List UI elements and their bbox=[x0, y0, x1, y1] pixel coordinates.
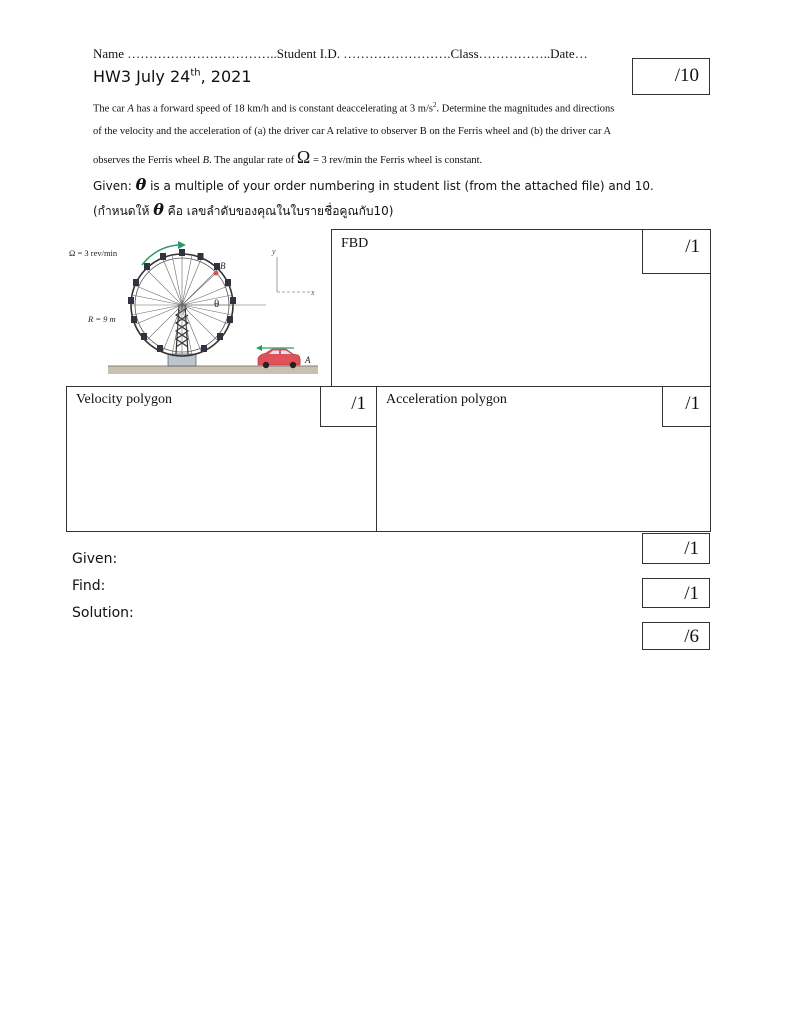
problem-line-2: of the velocity and the acceleration of (a) the driver car A relative to observer B on the Ferris wheel and (b) the driver car A bbox=[93, 126, 612, 137]
car-velocity-arrow-head bbox=[256, 345, 262, 351]
ground-strip bbox=[108, 366, 318, 374]
axis-x-label: x bbox=[311, 288, 315, 297]
velocity-score-box: /1 bbox=[320, 386, 377, 427]
solution-label: Solution: bbox=[72, 605, 134, 621]
total-score-box: /10 bbox=[632, 58, 710, 95]
axis-y-label: y bbox=[272, 247, 276, 256]
given-label: Given: bbox=[72, 551, 118, 567]
theta-label: θ bbox=[214, 298, 220, 310]
velocity-polygon-label: Velocity polygon bbox=[76, 392, 173, 407]
radius-label: R = 9 m bbox=[88, 314, 116, 324]
header-fields-line: Name ……………………………..Student I.D. …………………….Class……………..Date… bbox=[93, 46, 588, 61]
fbd-score-box: /1 bbox=[642, 229, 711, 274]
given-score-box: /1 bbox=[642, 533, 710, 564]
solution-score-box: /6 bbox=[642, 622, 710, 650]
acceleration-score-box: /1 bbox=[662, 386, 711, 427]
car-a-icon bbox=[258, 349, 300, 368]
find-score-box: /1 bbox=[642, 578, 710, 608]
given-note-line-1: Given: θ is a multiple of your order numbering in student list (from the attached file) and 10. bbox=[93, 175, 654, 194]
acceleration-polygon-label: Acceleration polygon bbox=[386, 392, 507, 407]
problem-line-3: observes the Ferris wheel B. The angular rate of Ω = 3 rev/min the Ferris wheel is constant. bbox=[93, 147, 483, 167]
point-b-label: B bbox=[220, 261, 226, 271]
problem-line-1: The car A has a forward speed of 18 km/h and is constant deaccelerating at 3 $m/s^2$. Determine the magnitudes and directions bbox=[93, 101, 615, 115]
omega-arrow-head bbox=[178, 241, 186, 249]
car-a-label: A bbox=[305, 355, 311, 365]
ferris-wheel-figure bbox=[60, 235, 322, 380]
page-title: HW3 July 24th, 2021 bbox=[93, 67, 252, 86]
fbd-label: FBD bbox=[341, 236, 369, 251]
given-note-line-2: (กำหนดให้ θ คือ เลขลำดับของคุณในใบรายชื่อคูณกับ10) bbox=[93, 200, 394, 219]
radius-to-b-line bbox=[182, 273, 216, 305]
find-label: Find: bbox=[72, 578, 106, 594]
omega-label: Ω = 3 rev/min bbox=[69, 248, 118, 258]
